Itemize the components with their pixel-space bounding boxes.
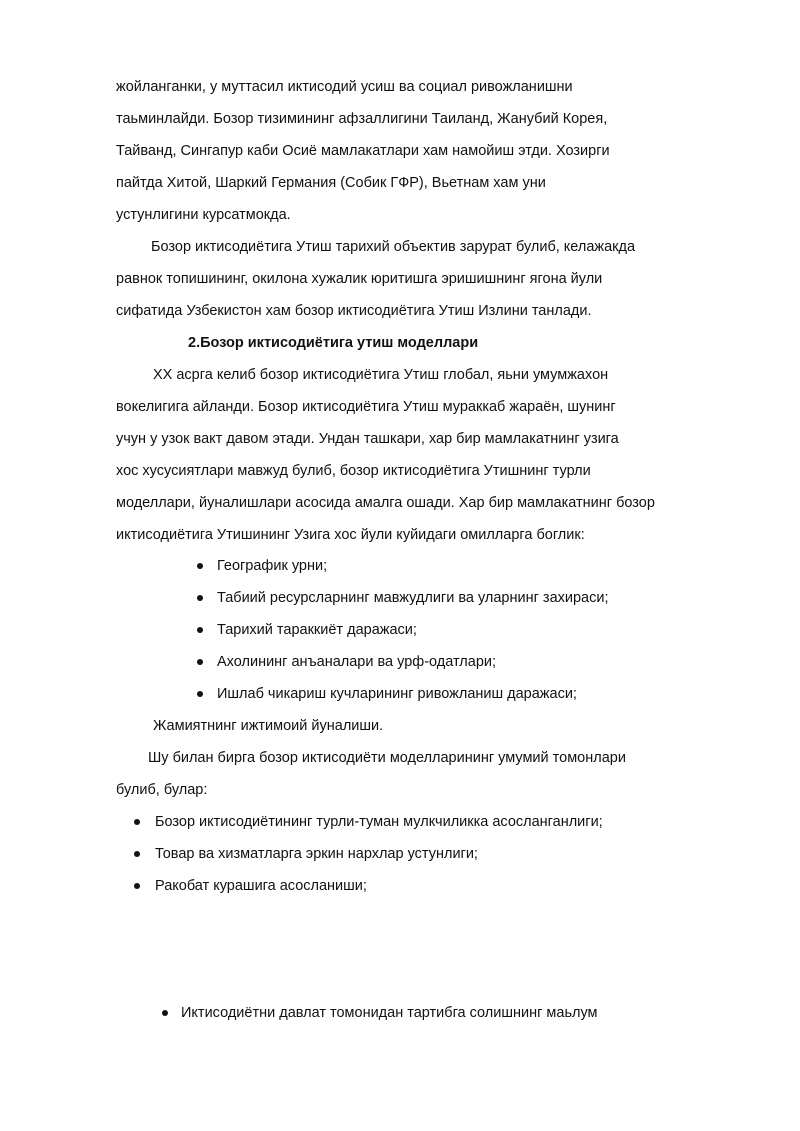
bullet-icon (197, 691, 203, 697)
society-line: Жамиятнинг ижтимоий йуналиши. (153, 718, 384, 734)
paragraph-line: вокелигига айланди. Бозор иктисодиётига Утиш мураккаб жараён, шунинг (116, 399, 616, 415)
paragraph-line: Тайванд, Сингапур каби Осиё мамлакатлари хам намойиш этди. Хозирги (116, 143, 610, 159)
bullet-icon (134, 851, 140, 857)
paragraph-line: XX асрга келиб бозор иктисодиётига Утиш глобал, яьни умумжахон (153, 367, 609, 383)
bullet-icon (134, 819, 140, 825)
bullet-icon (134, 883, 140, 889)
list-item: Товар ва хизматларга эркин нархлар устунлиги; (155, 846, 478, 862)
paragraph-line: сифатида Узбекистон хам бозор иктисодиётига Утиш Излини танлади. (116, 303, 592, 319)
list-item: Ишлаб чикариш кучларининг ривожланиш даражаси; (217, 686, 577, 702)
list-item: Ракобат курашига асосланиши; (155, 878, 367, 894)
paragraph-line: устунлигини курсатмокда. (116, 207, 291, 223)
list-item: Географик урни; (217, 558, 328, 574)
list-item: Иктисодиётни давлат томонидан тартибга солишнинг маьлум (181, 1005, 598, 1021)
paragraph-line: Бозор иктисодиётига Утиш тарихий объектив зарурат булиб, келажакда (151, 239, 636, 255)
list-item: Табиий ресурсларнинг мавжудлиги ва уларнинг захираси; (217, 590, 609, 606)
paragraph-line: хос хусусиятлари мавжуд булиб, бозор иктисодиётига Утишнинг турли (116, 463, 591, 479)
paragraph-line: учун у узок вакт давом этади. Ундан ташкари, хар бир мамлакатнинг узига (116, 431, 619, 447)
paragraph-line: иктисодиётига Утишининг Узига хос йули куйидаги омилларга боглик: (116, 527, 585, 543)
list-item: Ахолининг анъаналари ва урф-одатлари; (217, 654, 497, 670)
bullet-icon (197, 595, 203, 601)
list-item: Бозор иктисодиётининг турли-туман мулкчиликка асосланганлиги; (155, 814, 603, 830)
bullet-icon (162, 1010, 168, 1016)
paragraph-line: пайтда Хитой, Шаркий Германия (Собик ГФР), Вьетнам хам уни (116, 175, 546, 191)
section-heading: 2.Бозор иктисодиётига утиш моделлари (188, 335, 479, 351)
paragraph-line: жойланганки, у муттасил иктисодий усиш ва социал ривожланишни (116, 79, 573, 95)
bullet-icon (197, 659, 203, 665)
bullet-icon (197, 627, 203, 633)
paragraph-line: Шу билан бирга бозор иктисодиёти моделларининг умумий томонлари (148, 750, 626, 766)
paragraph-line: равнок топишининг, окилона хужалик юритишга эришишнинг ягона йули (116, 271, 603, 287)
paragraph-line: булиб, булар: (116, 782, 208, 798)
bullet-icon (197, 563, 203, 569)
paragraph-line: таьминлайди. Бозор тизимининг афзаллигини Таиланд, Жанубий Корея, (116, 111, 608, 127)
paragraph-line: моделлари, йуналишлари асосида амалга ошади. Хар бир мамлакатнинг бозор (116, 495, 655, 511)
list-item: Тарихий тараккиёт даражаси; (217, 622, 417, 638)
